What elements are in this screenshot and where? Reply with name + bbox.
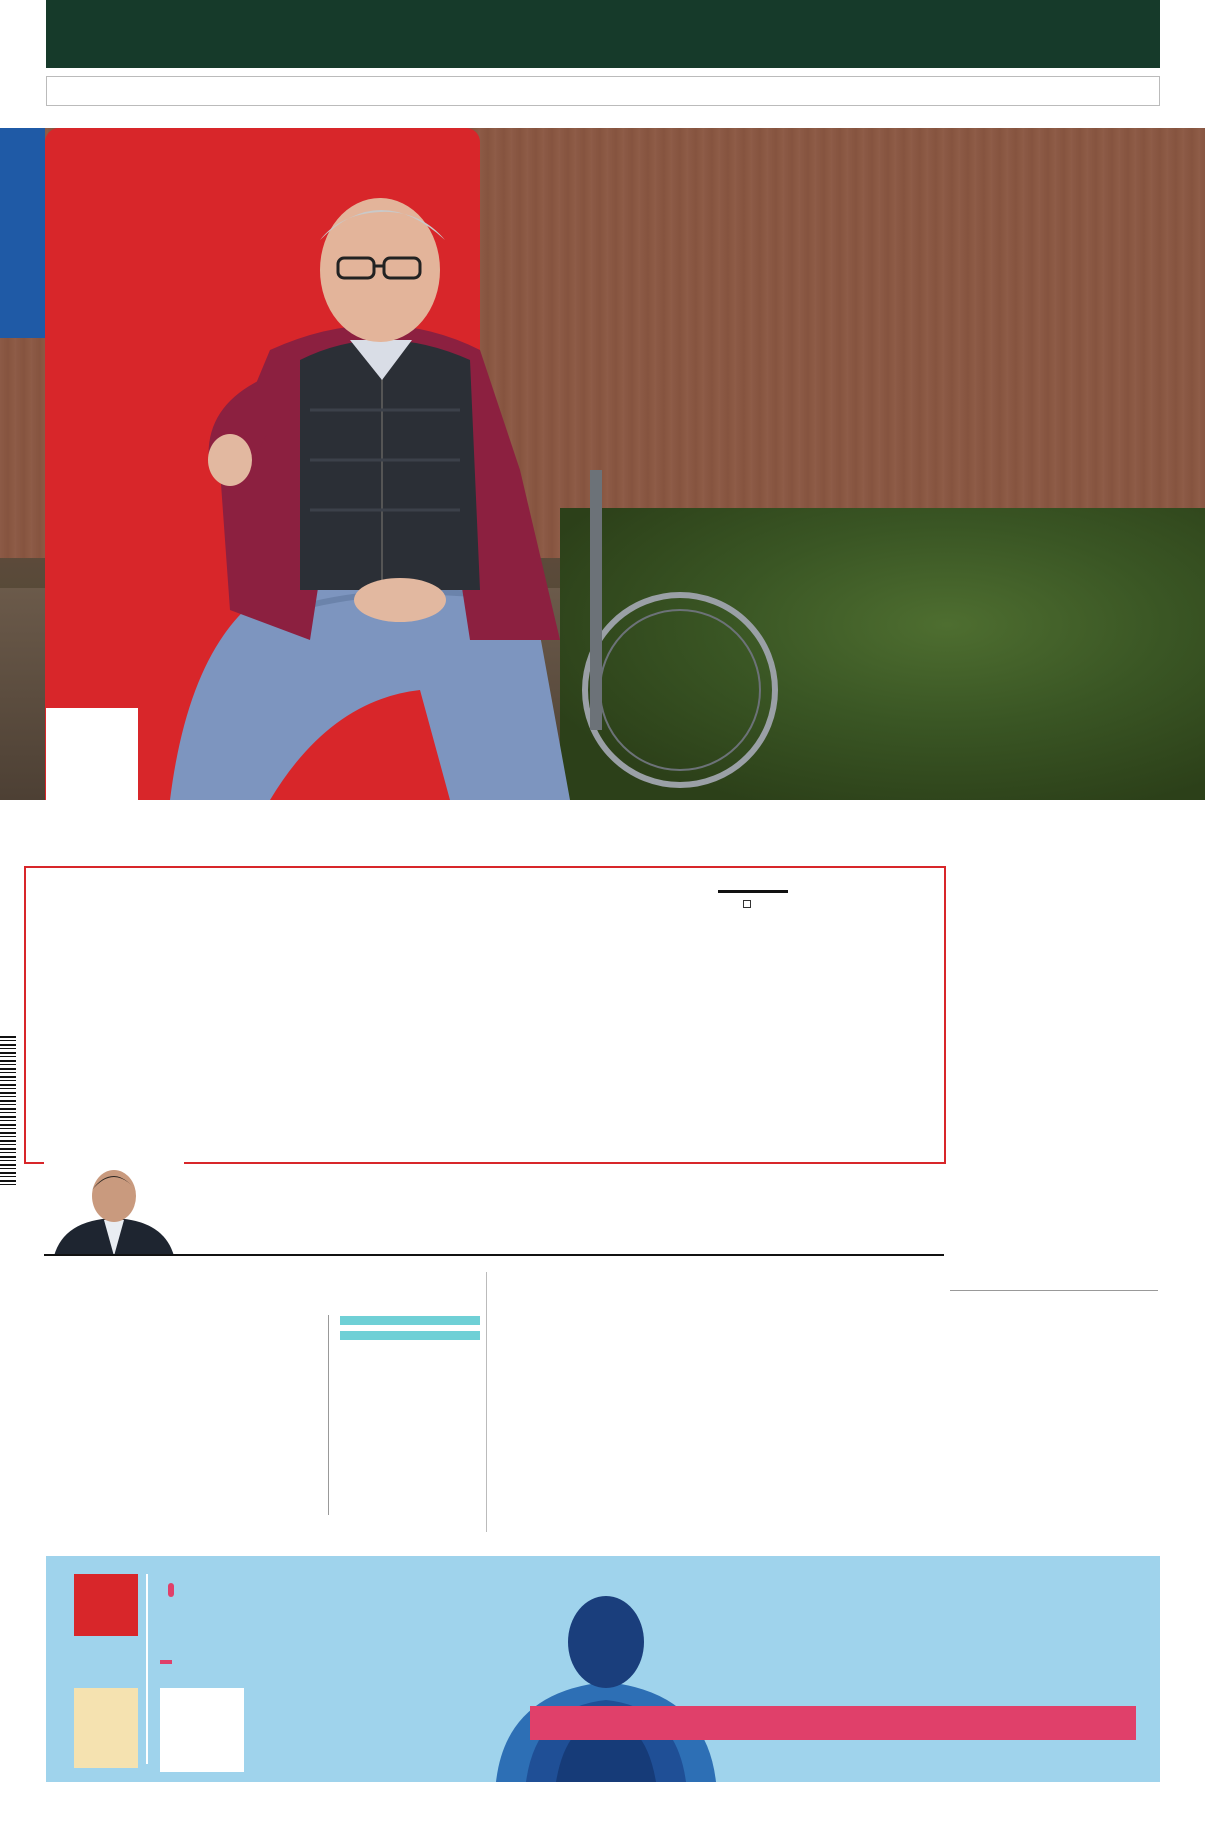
index-box: [950, 1310, 1158, 1318]
qr-code[interactable]: [46, 708, 138, 800]
ad-larepublica-logo: [74, 1574, 138, 1636]
poverty-line-chart: [44, 1340, 324, 1520]
event-date: [74, 1688, 138, 1768]
venezuela-debt-panel: [340, 1312, 480, 1354]
budget-bars: [718, 927, 928, 1087]
ecopetrol-banner-ad[interactable]: [46, 0, 1160, 68]
ad-la-verdad-de-su-peso: [168, 1582, 174, 1598]
barcode: [0, 1036, 16, 1186]
budget-chart: [718, 890, 928, 1160]
budget-legend: [718, 899, 928, 921]
quote-person-photo: [44, 1160, 184, 1256]
portrait-illustration: [150, 170, 790, 800]
silhouette-graphic: [496, 1582, 716, 1782]
issue-date-strip: [0, 128, 45, 338]
presencial-badge: [160, 1660, 172, 1664]
right-column: [950, 880, 1160, 910]
ad-qr-code[interactable]: [160, 1688, 244, 1772]
ad-band: [530, 1706, 1136, 1740]
market-ticker: [46, 76, 1160, 106]
